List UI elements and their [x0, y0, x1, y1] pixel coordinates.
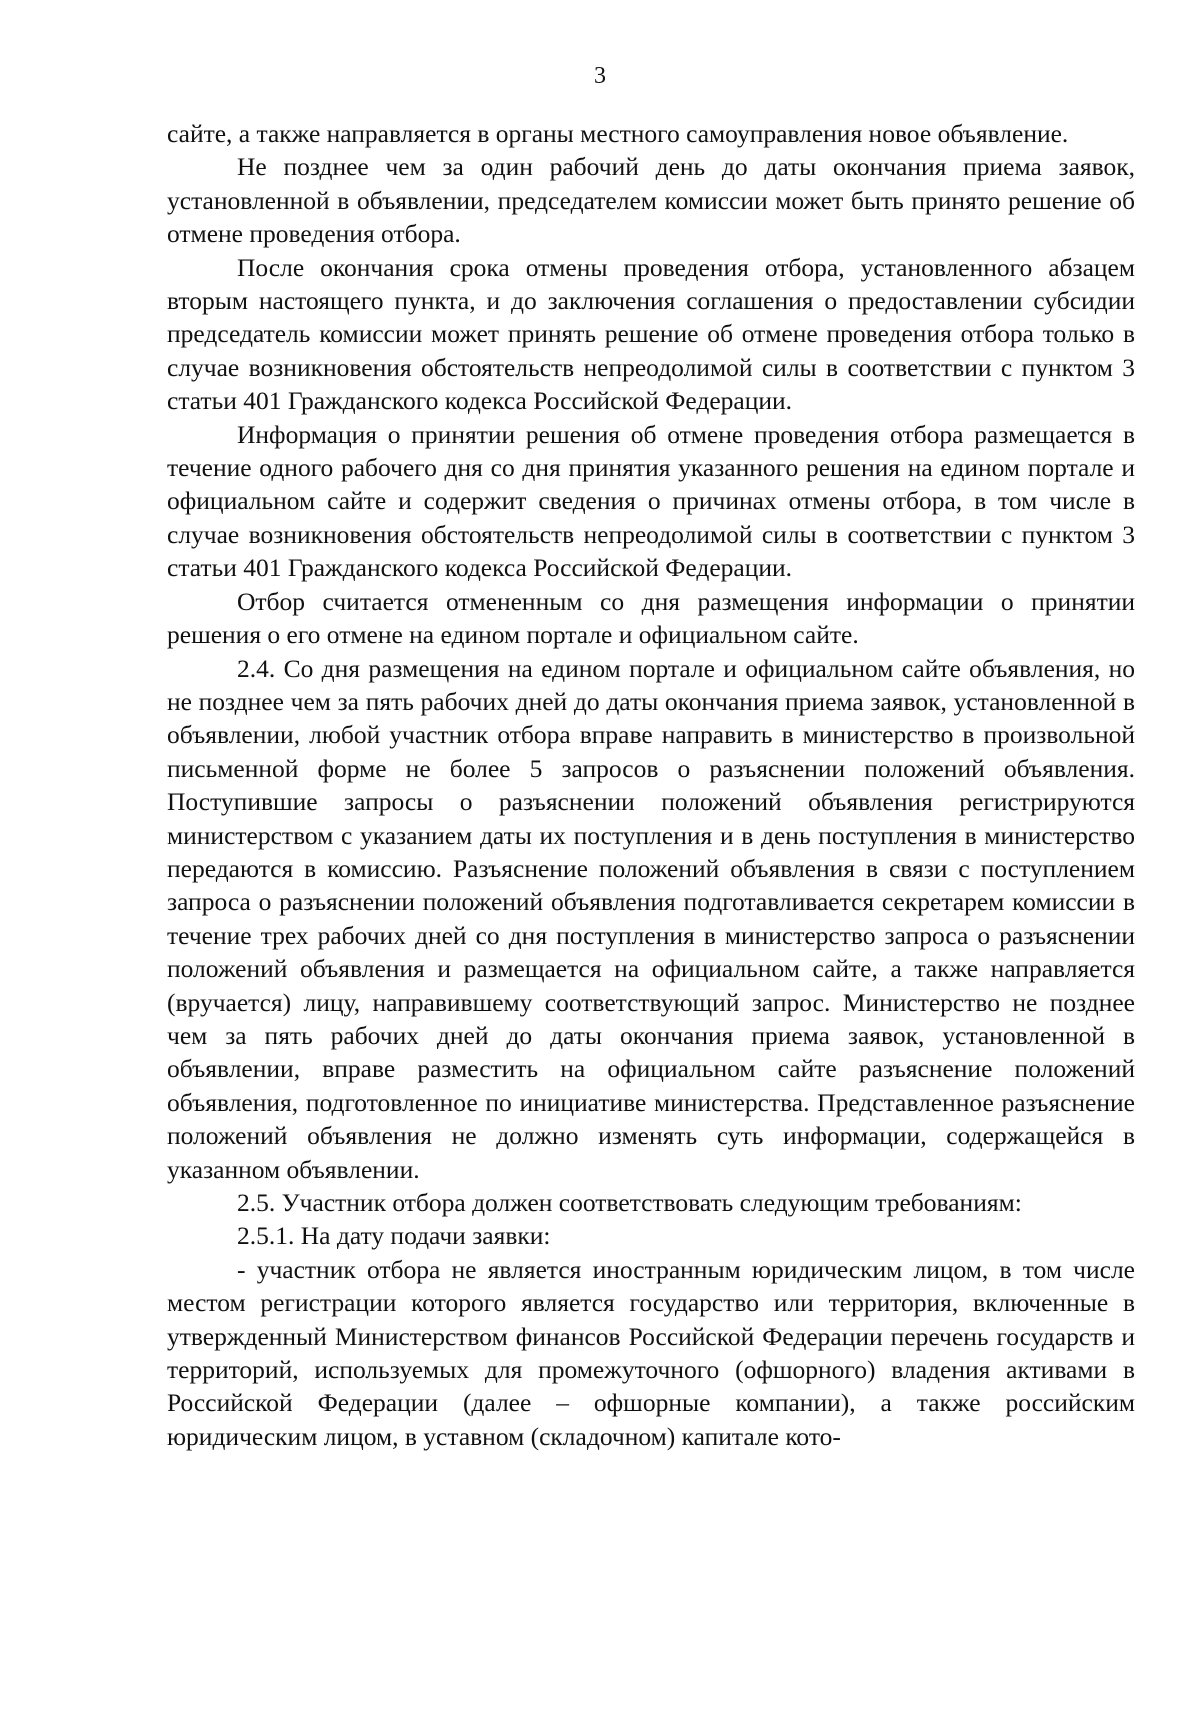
document-body	[167, 117, 1135, 1453]
paragraph-section-2-4: 2.4. Со дня размещения на едином портале и официальном сайте объявления, но не позднее чем за пять рабочих дней до даты окончания приема заявок, установленной в объявлении, любой участник отбора вправе направить в министерство в произвольной письменной форме не более 5 запросов о разъяснении положений объявления. Поступившие запросы о разъяснении положений объявления регистрируются министерством с указанием даты их поступления и в день поступления в министерство передаются в комиссию. Разъяснение положений объявления в связи с поступлением запроса о разъяснении положений объявления подготавливается секретарем комиссии в течение трех рабочих дней со дня поступления в министерство запроса о разъяснении положений объявления и размещается на официальном сайте, а также направляется (вручается) лицу, направившему соответствующий запрос. Министерство не позднее чем за пять рабочих дней до даты окончания приема заявок, установленной в объявлении, вправе разместить на официальном сайте разъяснение положений объявления, подготовленное по инициативе министерства. Представленное разъяснение положений объявления не должно изменять суть информации, содержащейся в указанном объявлении.	[167, 653, 1135, 1184]
paragraph-section-2-5-1: 2.5.1. На дату подачи заявки:	[237, 1221, 551, 1251]
paragraph-continuation: сайте, а также направляется в органы местного самоуправления новое объявление.	[167, 119, 1069, 148]
paragraph-section-2-5: 2.5. Участник отбора должен соответствовать следующим требованиям:	[237, 1188, 1022, 1217]
paragraph-offshore-requirement: - участник отбора не является иностранным юридическим лицом, в том числе местом регистрации которого является государство или территория, включенные в утвержденный Министерством финансов Российской Федерации перечень государств и территорий, используемых для промежуточного (офшорного) владения активами в Российской Федерации (далее – офшорные компании), а также российским юридическим лицом, в уставном (складочном) капитале кото-	[167, 1254, 1135, 1451]
paragraph-force-majeure-cancellation: После окончания срока отмены проведения отбора, установленного абзацем вторым настоящего пункта, и до заключения соглашения о предоставлении субсидии председатель комиссии может принять решение об отмене проведения отбора только в случае возникновения обстоятельств непреодолимой силы в соответствии с пунктом 3 статьи 401 Гражданского кодекса Российской Федерации.	[167, 252, 1135, 416]
page-number: 3	[594, 63, 606, 89]
paragraph-cancellation-effective: Отбор считается отмененным со дня размещения информации о принятии решения о его отмене на едином портале и официальном сайте.	[167, 586, 1135, 650]
paragraph-cancellation-notice: Информация о принятии решения об отмене проведения отбора размещается в течение одного рабочего дня со дня принятия указанного решения на едином портале и официальном сайте и содержит сведения о причинах отмены отбора, в том числе в случае возникновения обстоятельств непреодолимой силы в соответствии с пунктом 3 статьи 401 Гражданского кодекса Российской Федерации.	[167, 419, 1135, 583]
paragraph-cancellation-deadline: Не позднее чем за один рабочий день до даты окончания приема заявок, установленной в объявлении, председателем комиссии может быть принято решение об отмене проведения отбора.	[167, 152, 1135, 249]
